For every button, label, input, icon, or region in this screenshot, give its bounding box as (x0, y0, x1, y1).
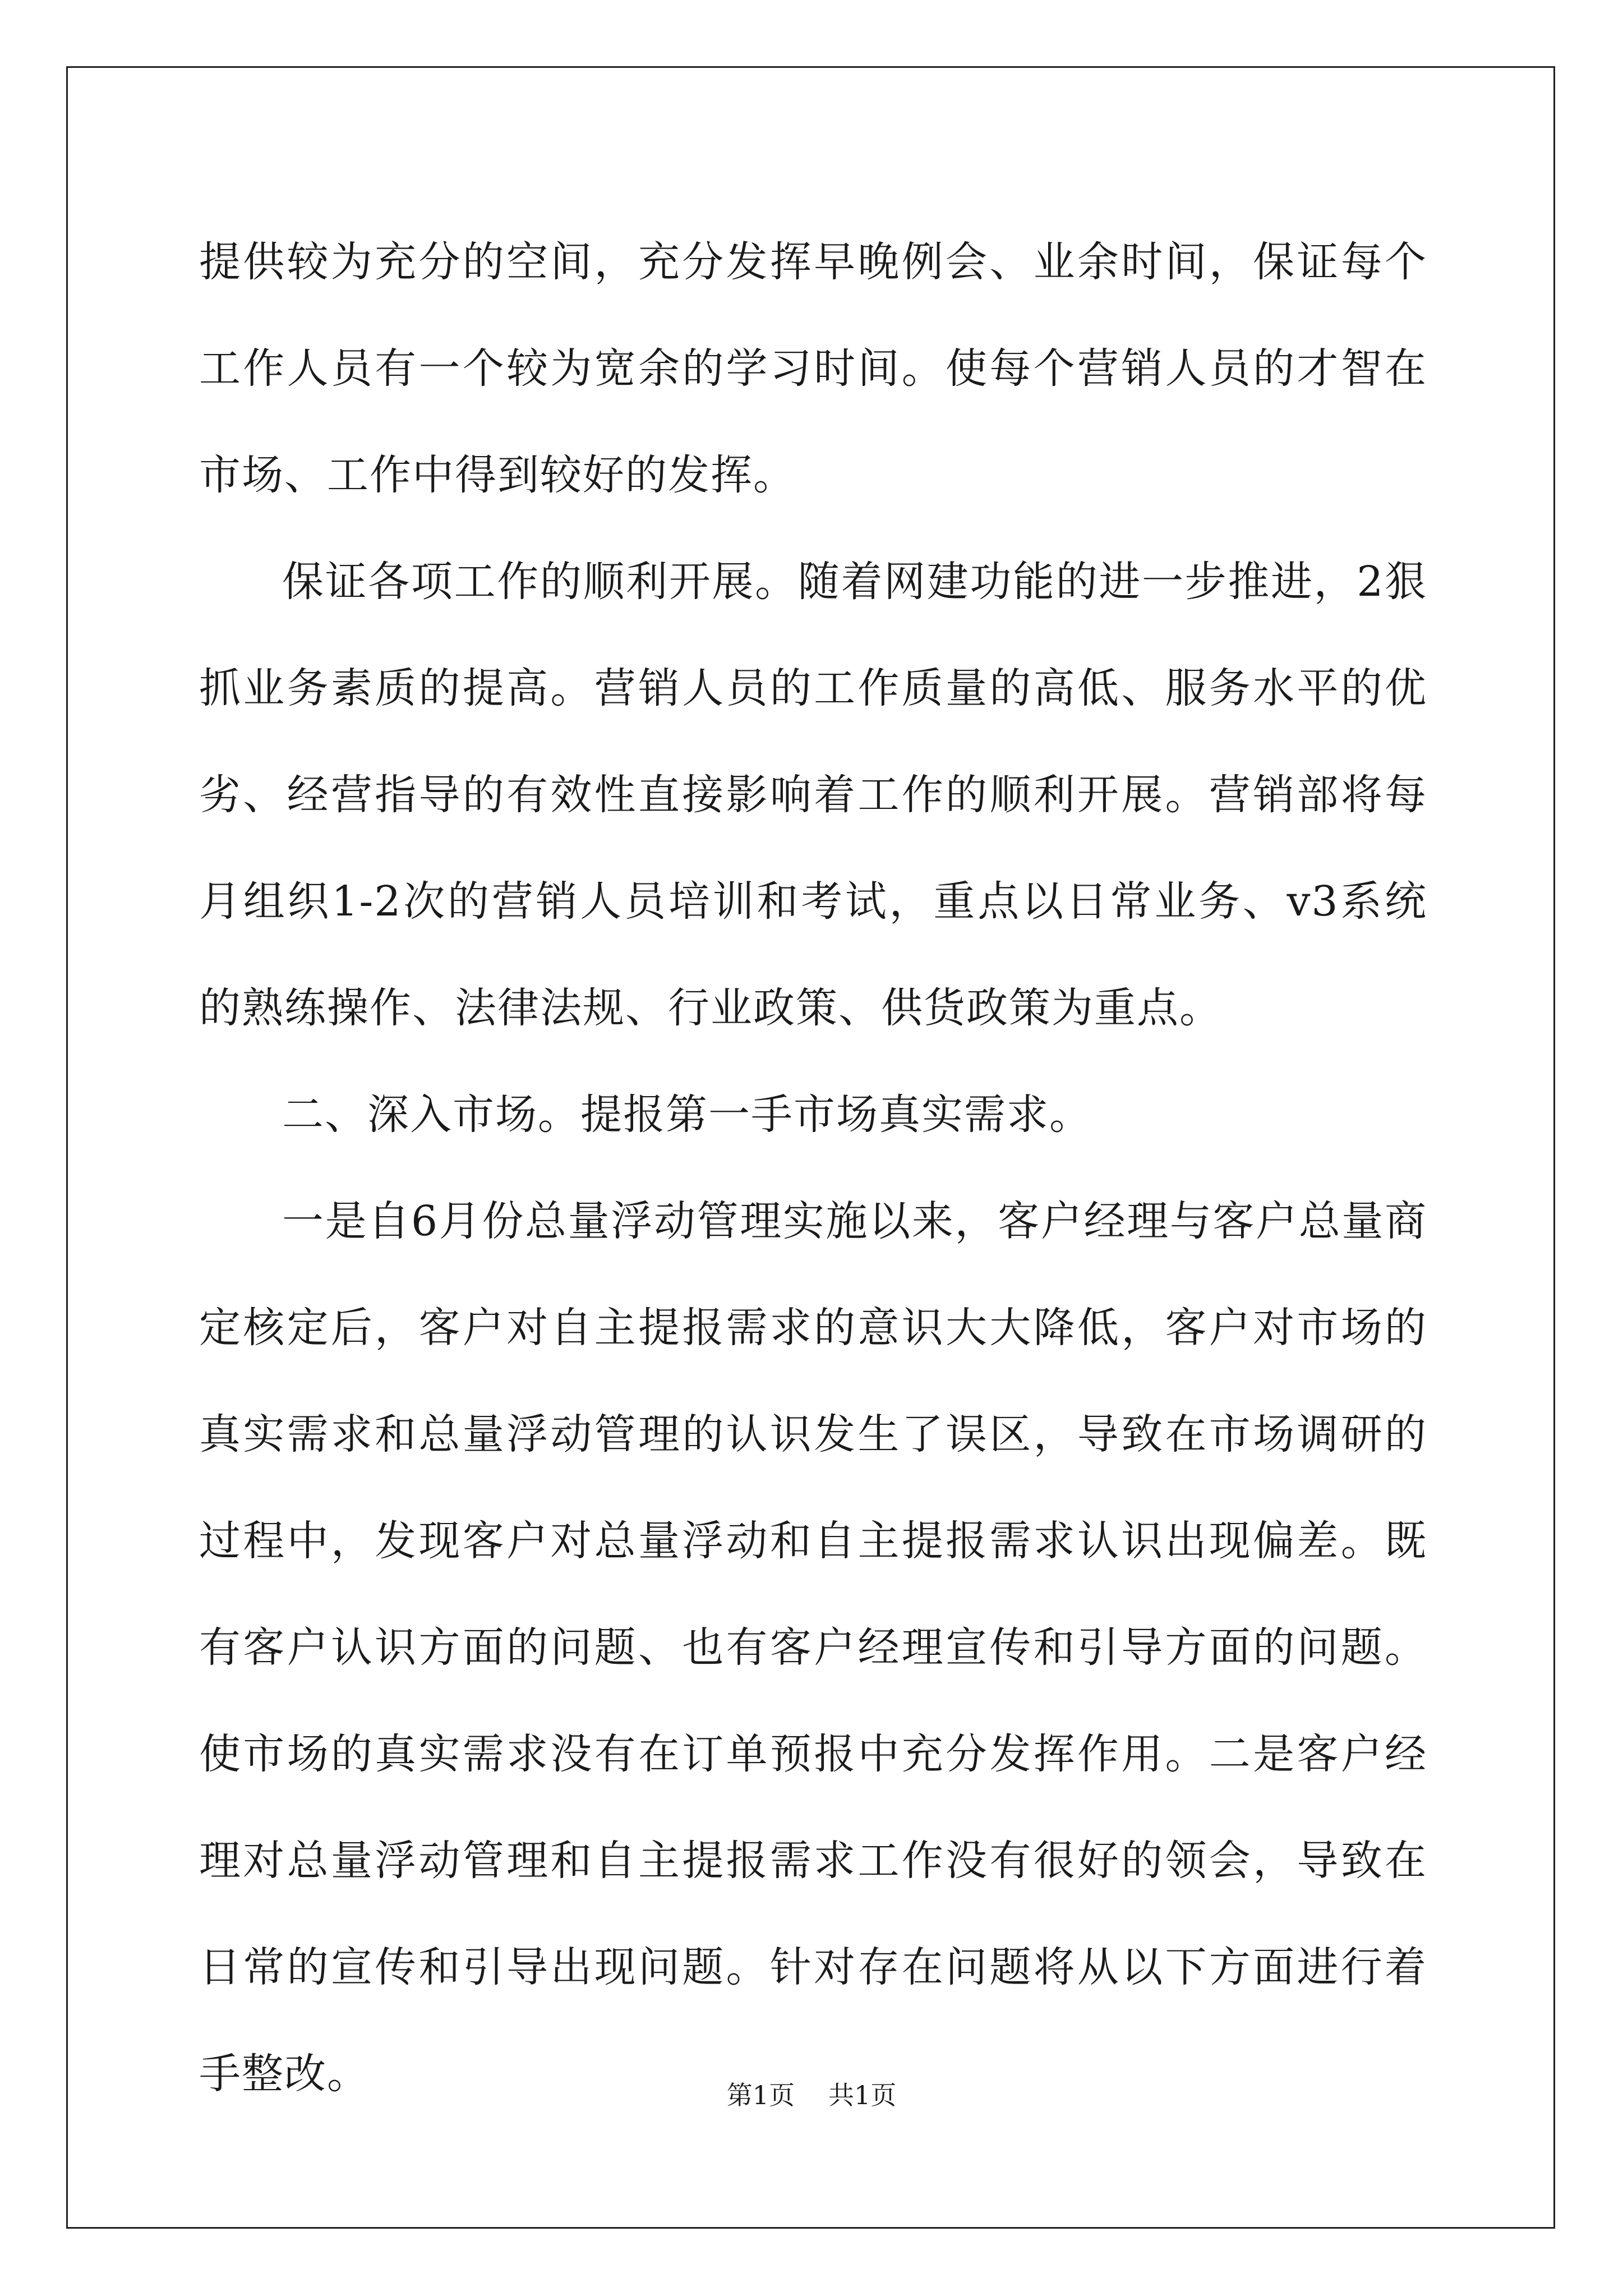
paragraph-3-heading: 二、深入市场。提报第一手市场真实需求。 (282, 1091, 1092, 1139)
page-footer (0, 2078, 1623, 2112)
page-total: 共1页 (828, 2080, 897, 2110)
paragraph-2: 保证各项工作的顺利开展。随着网建功能的进一步推进，2狠抓业务素质的提高。营销人员的工作质量的高低、服务水平的优劣、经营指导的有效性直接影响着工作的顺利开展。营销部将每月组织1-2次的营销人员培训和考试，重点以日常业务、v3系统的熟练操作、法律法规、行业政策、供货政策为重点。 (199, 558, 1427, 1032)
document-body (199, 209, 1427, 2127)
paragraph-1: 提供较为充分的空间，充分发挥早晚例会、业余时间，保证每个工作人员有一个较为宽余的学习时间。使每个营销人员的才智在市场、工作中得到较好的发挥。 (199, 238, 1427, 499)
page-number: 第1页 (726, 2080, 795, 2110)
paragraph-4: 一是自6月份总量浮动管理实施以来，客户经理与客户总量商定核定后，客户对自主提报需求的意识大大降低，客户对市场的真实需求和总量浮动管理的认识发生了误区，导致在市场调研的过程中，发现客户对总量浮动和自主提报需求认识出现偏差。既有客户认识方面的问题、也有客户经理宣传和引导方面的问题。使市场的真实需求没有在订单预报中充分发挥作用。二是客户经理对总量浮动管理和自主提报需求工作没有很好的领会，导致在日常的宣传和引导出现问题。针对存在问题将从以下方面进行着手整改。 (199, 1197, 1427, 2098)
